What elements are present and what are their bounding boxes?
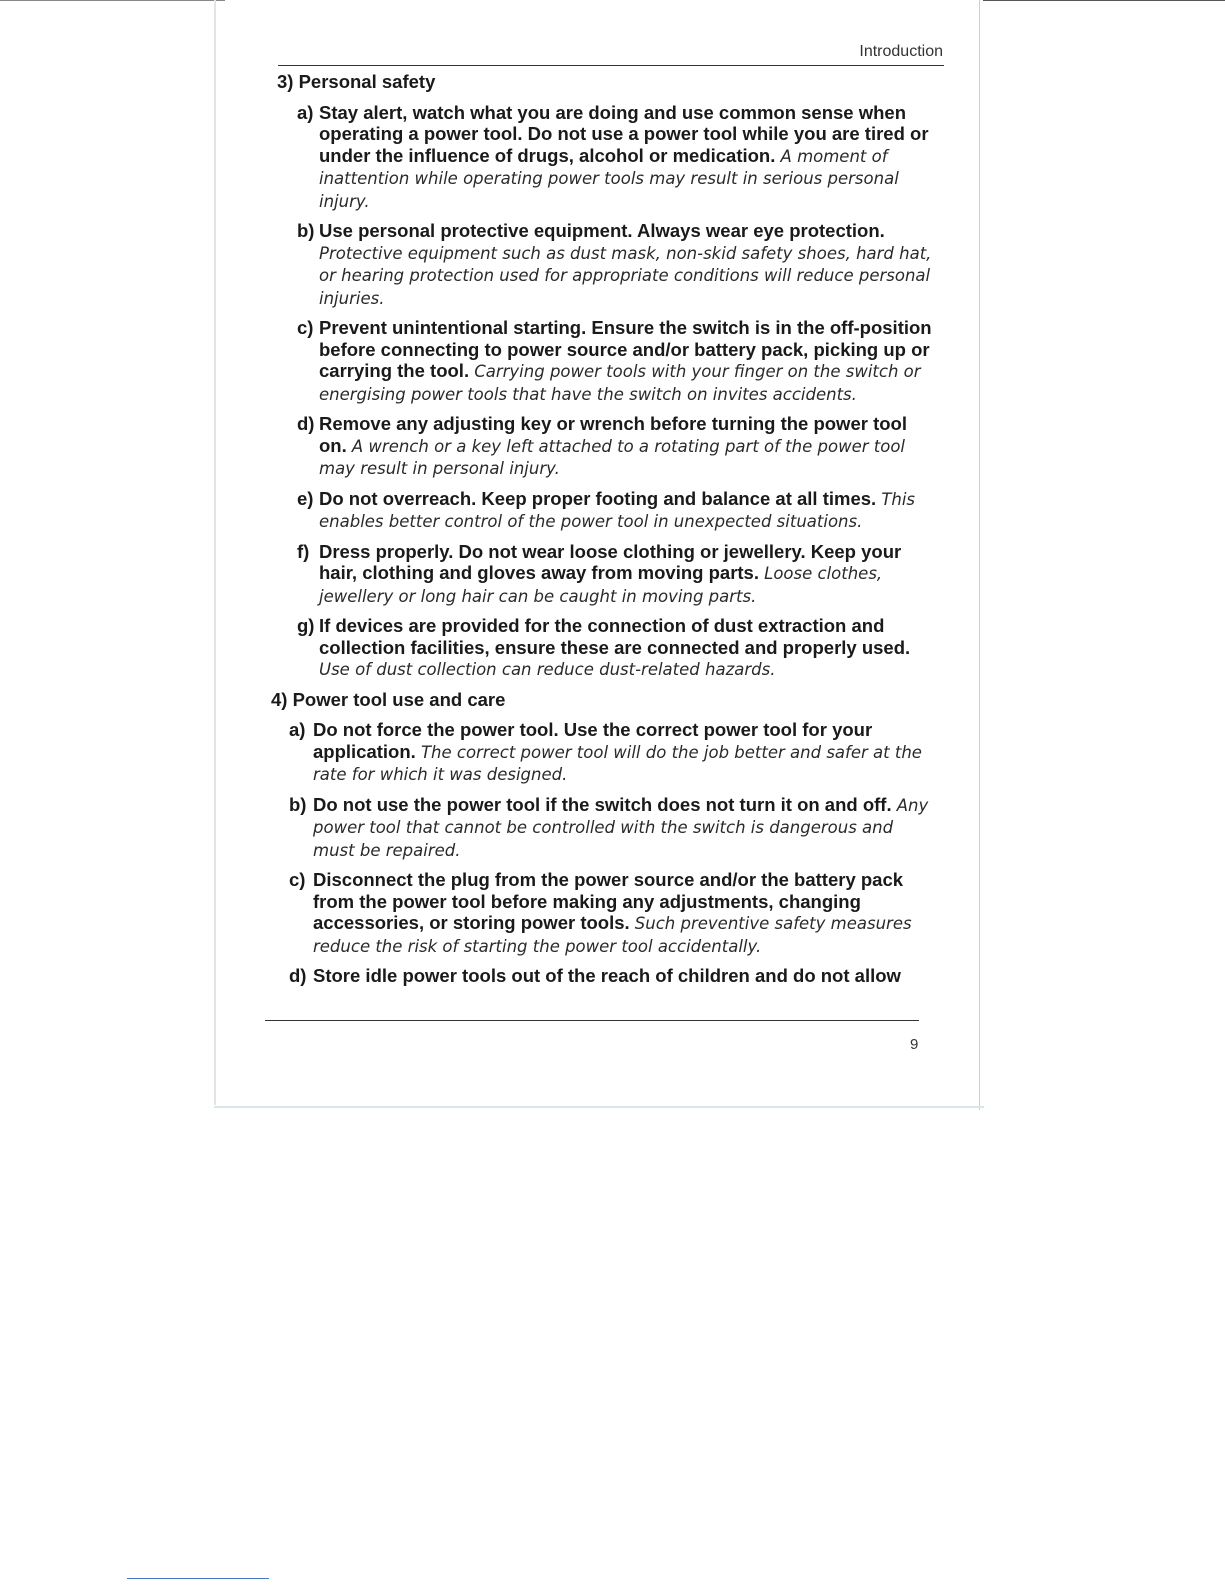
section-power-tool-use bbox=[271, 688, 937, 987]
item-instruction: Prevent unintentional starting. Ensure the switch is in the off-position before connecting to power source and/or battery pack, picking up or carrying the tool. bbox=[319, 317, 932, 381]
page-number: 9 bbox=[910, 1036, 919, 1053]
list-item bbox=[277, 541, 937, 608]
item-instruction: Disconnect the plug from the power source and/or the battery pack from the power tool before making any adjustments, changing accessories, or storing power tools. bbox=[313, 869, 904, 933]
scan-edge-top-right bbox=[983, 0, 1225, 1]
list-item bbox=[277, 413, 937, 480]
item-explanation: This enables better control of the power tool in unexpected situations. bbox=[319, 489, 916, 531]
item-instruction: Use personal protective equipment. Always wear eye protection. bbox=[319, 220, 885, 241]
page-edge-right bbox=[979, 0, 980, 1110]
section-personal-safety bbox=[277, 71, 937, 681]
page-edge-left bbox=[214, 0, 216, 1105]
item-explanation: Carrying power tools with your finger on the switch or energising power tools that have the switch on invites accidents. bbox=[319, 362, 921, 404]
item-explanation: The correct power tool will do the job better and safer at the rate for which it was designed. bbox=[313, 742, 922, 784]
list-item bbox=[277, 220, 937, 309]
list-item bbox=[277, 488, 937, 533]
list-item bbox=[277, 869, 937, 957]
item-explanation: Use of dust collection can reduce dust-related hazards. bbox=[319, 660, 776, 679]
item-explanation: Loose clothes, jewellery or long hair can be caught in moving parts. bbox=[319, 564, 883, 606]
list-item bbox=[277, 965, 937, 987]
scan-edge-top-left bbox=[0, 0, 225, 1]
list-item bbox=[277, 719, 937, 786]
section-heading: 3) Personal safety bbox=[277, 71, 436, 92]
item-explanation: Any power tool that cannot be controlled with the switch is dangerous and must be repaired. bbox=[313, 795, 929, 860]
item-marker: a) bbox=[289, 719, 306, 740]
page-edge-bottom bbox=[214, 1106, 984, 1108]
item-instruction: Stay alert, watch what you are doing and use common sense when operating a power tool. Do not use a power tool while you are tired or under the influence of drugs, alcohol or medication. bbox=[319, 101, 929, 166]
item-marker: b) bbox=[297, 220, 315, 241]
list-item bbox=[277, 794, 937, 862]
footer-rule bbox=[265, 1020, 919, 1021]
list-item bbox=[277, 317, 937, 405]
item-marker: b) bbox=[289, 793, 307, 815]
item-marker: g) bbox=[297, 615, 315, 636]
item-marker: c) bbox=[297, 317, 314, 338]
header-rule bbox=[278, 65, 944, 66]
document-body bbox=[271, 71, 937, 995]
item-explanation: A wrench or a key left attached to a rotating part of the power tool may result in personal injury. bbox=[319, 436, 905, 478]
item-explanation: Protective equipment such as dust mask, non-skid safety shoes, hard hat, or hearing protection used for appropriate conditions will reduce personal injuries. bbox=[319, 243, 932, 308]
item-list bbox=[277, 719, 937, 987]
item-marker: a) bbox=[297, 101, 314, 123]
item-instruction: Store idle power tools out of the reach of children and do not allow bbox=[313, 965, 901, 986]
scan-edge-mark bbox=[127, 1578, 269, 1579]
running-header: Introduction bbox=[859, 43, 943, 60]
item-instruction: Remove any adjusting key or wrench before turning the power tool on. bbox=[319, 413, 907, 456]
item-explanation: A moment of inattention while operating power tools may result in serious personal injury. bbox=[319, 146, 899, 211]
list-item bbox=[277, 102, 937, 213]
list-item bbox=[277, 615, 937, 681]
item-instruction: Do not force the power tool. Use the correct power tool for your application. bbox=[313, 719, 873, 762]
item-marker: d) bbox=[289, 965, 307, 986]
item-marker: f) bbox=[297, 540, 310, 562]
item-marker: c) bbox=[289, 869, 306, 890]
item-explanation: Such preventive safety measures reduce the risk of starting the power tool accidentally. bbox=[313, 914, 912, 956]
item-marker: e) bbox=[297, 487, 314, 509]
item-instruction: Dress properly. Do not wear loose clothing or jewellery. Keep your hair, clothing and gloves away from moving parts. bbox=[319, 540, 902, 583]
item-marker: d) bbox=[297, 413, 315, 434]
item-instruction: Do not overreach. Keep proper footing and balance at all times. bbox=[319, 487, 877, 509]
item-list bbox=[277, 102, 937, 681]
item-instruction: If devices are provided for the connection of dust extraction and collection facilities, ensure these are connected and properly used. bbox=[319, 615, 911, 658]
section-heading: 4) Power tool use and care bbox=[271, 688, 506, 710]
item-instruction: Do not use the power tool if the switch does not turn it on and off. bbox=[313, 793, 892, 815]
